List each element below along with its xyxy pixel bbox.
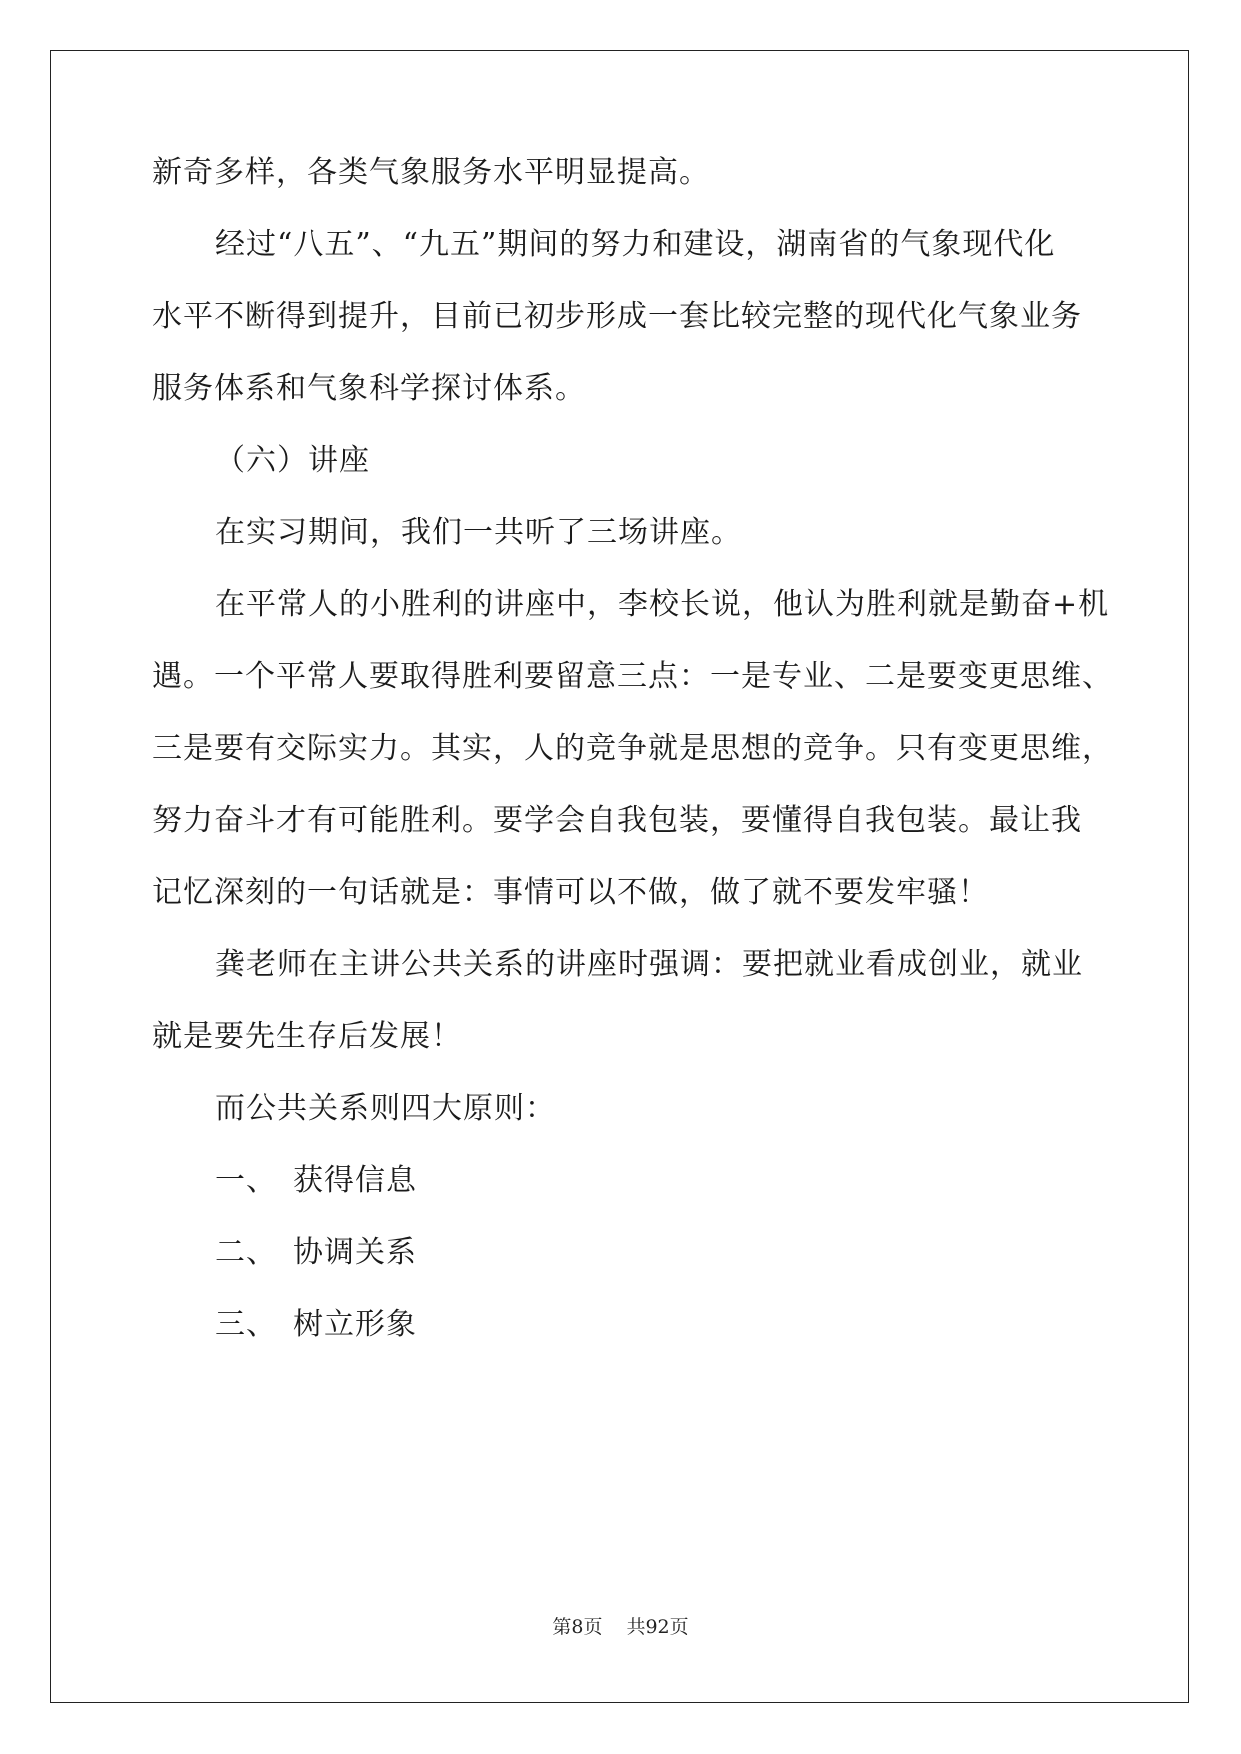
list-text: 树立形象 — [293, 1307, 417, 1342]
list-text: 获得信息 — [293, 1163, 417, 1198]
section-heading: （六）讲座 — [215, 443, 370, 478]
paragraph-line: 新奇多样，各类气象服务水平明显提高。 — [152, 155, 710, 190]
list-item — [215, 1307, 1175, 1343]
paragraph-line: 在平常人的小胜利的讲座中，李校长说，他认为胜利就是勤奋+机 — [215, 587, 1110, 622]
paragraph-line: 三是要有交际实力。其实，人的竞争就是思想的竞争。只有变更思维， — [152, 731, 1113, 766]
list-item — [215, 1235, 1175, 1271]
paragraph-line: 遇。一个平常人要取得胜利要留意三点：一是专业、二是要变更思维、 — [152, 659, 1113, 694]
paragraph-line: 努力奋斗才有可能胜利。要学会自我包装，要懂得自我包装。最让我 — [152, 803, 1082, 838]
list-number: 二、 — [215, 1235, 277, 1270]
paragraph-line: 就是要先生存后发展！ — [152, 1019, 462, 1054]
list-number: 三、 — [215, 1307, 277, 1342]
paragraph-line: 记忆深刻的一句话就是：事情可以不做，做了就不要发牢骚！ — [152, 875, 989, 910]
paragraph-line: 在实习期间，我们一共听了三场讲座。 — [215, 515, 742, 550]
page-footer — [0, 1615, 1241, 1639]
paragraph-line: 服务体系和气象科学探讨体系。 — [152, 371, 586, 406]
paragraph-line: 水平不断得到提升，目前已初步形成一套比较完整的现代化气象业务 — [152, 299, 1082, 334]
paragraph-line: 龚老师在主讲公共关系的讲座时强调：要把就业看成创业，就业 — [215, 947, 1083, 982]
list-item — [215, 1163, 1175, 1199]
list-text: 协调关系 — [293, 1235, 417, 1270]
page-total: 共92页 — [626, 1616, 689, 1638]
page-number: 第8页 — [552, 1616, 603, 1638]
paragraph-line: 经过“八五”、“九五”期间的努力和建设，湖南省的气象现代化 — [215, 227, 1056, 262]
paragraph-line: 而公共关系则四大原则： — [215, 1091, 556, 1126]
list-number: 一、 — [215, 1163, 277, 1198]
